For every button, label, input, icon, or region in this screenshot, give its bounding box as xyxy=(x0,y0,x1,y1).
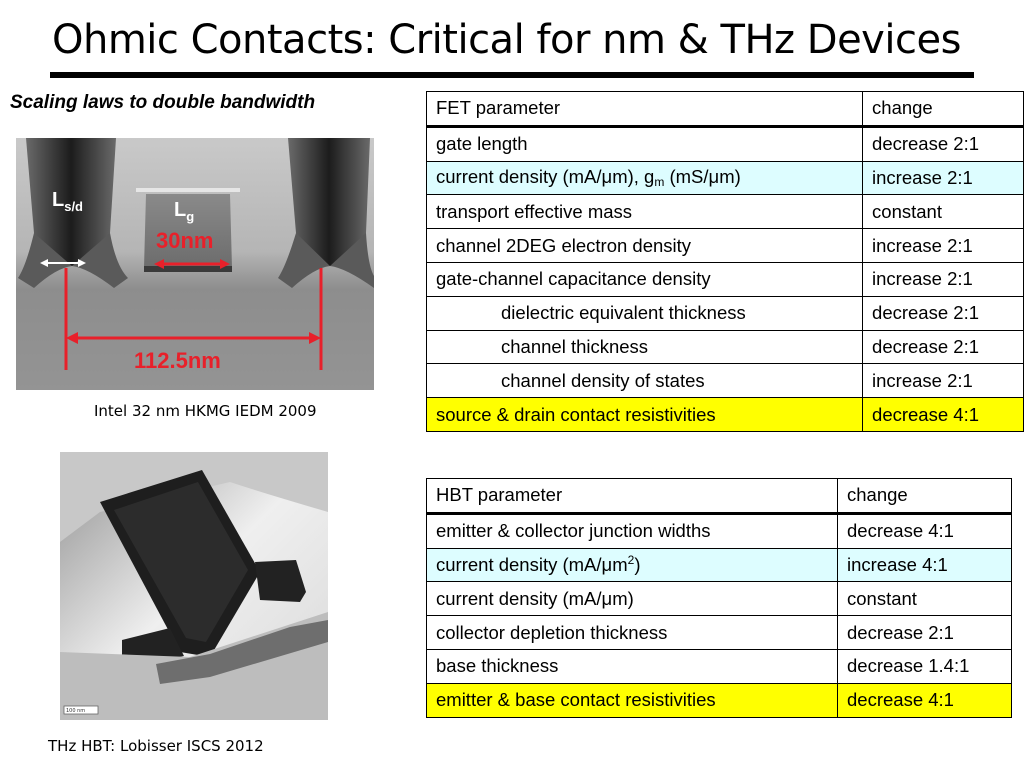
table-row xyxy=(427,330,1024,364)
table-row xyxy=(427,582,1012,616)
change-cell: increase 2:1 xyxy=(863,161,1024,195)
param-cell: current density $(mA/\mu m^2)$ xyxy=(427,548,838,582)
change-cell: constant xyxy=(838,582,1012,616)
param-cell: transport effective mass xyxy=(427,195,863,229)
table-row xyxy=(427,513,1012,548)
hbt-image-caption: THz HBT: Lobisser ISCS 2012 xyxy=(48,737,264,755)
change-cell: increase 2:1 xyxy=(863,262,1024,296)
change-cell: decrease 2:1 xyxy=(863,296,1024,330)
change-cell: decrease 2:1 xyxy=(863,126,1024,161)
param-cell: channel 2DEG electron density xyxy=(427,229,863,263)
header-change: change xyxy=(863,92,1024,127)
table-header-row xyxy=(427,92,1024,127)
table-row xyxy=(427,161,1024,195)
hbt-tem-image xyxy=(60,452,328,720)
change-cell: increase 2:1 xyxy=(863,229,1024,263)
param-cell: gate-channel capacitance density xyxy=(427,262,863,296)
param-cell: collector depletion thickness xyxy=(427,616,838,650)
table-header-row xyxy=(427,479,1012,514)
change-cell: increase 4:1 xyxy=(838,548,1012,582)
hbt-parameter-table xyxy=(426,478,1012,718)
param-cell: channel thickness xyxy=(427,330,863,364)
param-cell: current density (mA/μm), $g_m$ (mS/μm) xyxy=(427,161,863,195)
param-cell: channel density of states xyxy=(427,364,863,398)
param-cell: dielectric equivalent thickness xyxy=(427,296,863,330)
table-row xyxy=(427,683,1012,717)
change-cell: decrease 4:1 xyxy=(838,513,1012,548)
param-cell: current density (mA/μm) xyxy=(427,582,838,616)
table-row xyxy=(427,398,1024,432)
lg-label: $L_g$ xyxy=(174,199,195,224)
table-row xyxy=(427,616,1012,650)
change-cell: constant xyxy=(863,195,1024,229)
param-cell: emitter & collector junction widths xyxy=(427,513,838,548)
table-row xyxy=(427,548,1012,582)
pitch-dimension: 112.5nm xyxy=(134,348,221,373)
fet-tem-image xyxy=(16,138,374,390)
header-parameter: HBT parameter xyxy=(427,479,838,514)
lsd-label: $L_{s/d}$ xyxy=(52,189,84,214)
table-row xyxy=(427,229,1024,263)
table-row xyxy=(427,126,1024,161)
change-cell: increase 2:1 xyxy=(863,364,1024,398)
header-parameter: FET parameter xyxy=(427,92,863,127)
table-row xyxy=(427,296,1024,330)
slide-subtitle: Scaling laws to double bandwidth xyxy=(10,92,316,113)
param-cell: emitter & base contact resistivities xyxy=(427,683,838,717)
change-cell: decrease 4:1 xyxy=(838,683,1012,717)
table-row xyxy=(427,649,1012,683)
table-row xyxy=(427,195,1024,229)
slide-title: Ohmic Contacts: Critical for nm & THz Devices xyxy=(52,17,961,63)
change-cell: decrease 1.4:1 xyxy=(838,649,1012,683)
fet-image-caption: Intel 32 nm HKMG IEDM 2009 xyxy=(94,402,317,420)
table-row xyxy=(427,262,1024,296)
change-cell: decrease 2:1 xyxy=(863,330,1024,364)
fet-parameter-table xyxy=(426,91,1024,432)
param-cell: base thickness xyxy=(427,649,838,683)
table-row xyxy=(427,364,1024,398)
change-cell: decrease 4:1 xyxy=(863,398,1024,432)
param-cell: source & drain contact resistivities xyxy=(427,398,863,432)
header-change: change xyxy=(838,479,1012,514)
param-cell: gate length xyxy=(427,126,863,161)
gate-length-dimension: 30nm xyxy=(156,228,214,253)
scale-bar-text: 100 nm xyxy=(66,708,86,714)
change-cell: decrease 2:1 xyxy=(838,616,1012,650)
title-underline xyxy=(50,72,974,78)
